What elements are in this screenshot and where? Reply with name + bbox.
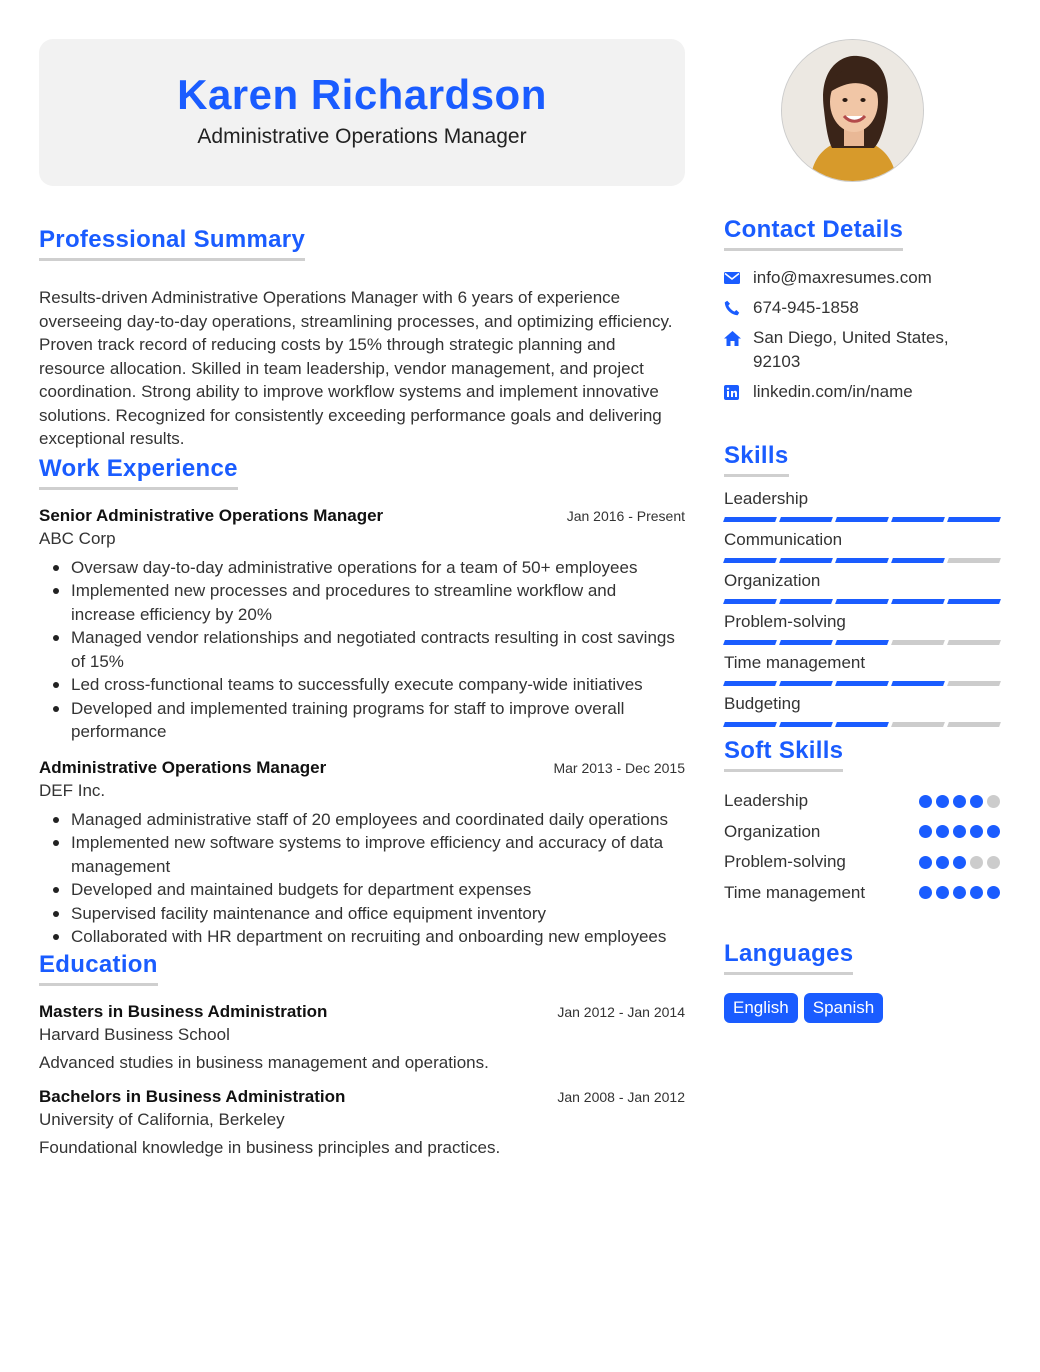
skill-level-bar xyxy=(724,640,1000,645)
rating-dot xyxy=(936,856,949,869)
skill-level-segment xyxy=(779,517,833,522)
rating-dot xyxy=(919,886,932,899)
job-dates: Mar 2013 - Dec 2015 xyxy=(553,759,685,776)
skill-level-segment xyxy=(723,640,777,645)
soft-skill-name: Problem-solving xyxy=(724,852,846,872)
skill-level-segment xyxy=(835,681,889,686)
skill-item xyxy=(724,612,1000,645)
contact-linkedin xyxy=(724,380,1000,404)
email-link[interactable]: info@maxresumes.com xyxy=(753,268,932,287)
skill-level-segment xyxy=(891,558,945,563)
header xyxy=(39,39,685,186)
rating-dot xyxy=(970,795,983,808)
contact-list xyxy=(724,266,1000,404)
rating-dot xyxy=(936,795,949,808)
soft-skill-rating xyxy=(919,795,1000,808)
job-bullets xyxy=(39,556,685,744)
skill-name: Organization xyxy=(724,571,821,590)
skill-level-segment xyxy=(891,681,945,686)
candidate-name: Karen Richardson xyxy=(177,71,547,118)
degree: Masters in Business Administration xyxy=(39,1001,328,1021)
skill-level-segment xyxy=(779,681,833,686)
summary-heading: Professional Summary xyxy=(39,226,305,261)
education-entry xyxy=(39,1002,685,1073)
skill-level-bar xyxy=(724,681,1000,686)
rating-dot xyxy=(953,856,966,869)
contact-heading: Contact Details xyxy=(724,216,903,251)
skill-level-segment xyxy=(891,599,945,604)
job-bullet: Developed and maintained budgets for department expenses xyxy=(39,878,685,902)
skill-level-segment xyxy=(891,640,945,645)
profile-photo xyxy=(781,39,924,182)
rating-dot xyxy=(919,795,932,808)
profile-photo-illustration xyxy=(782,40,924,182)
skill-name: Problem-solving xyxy=(724,612,846,631)
job-bullet: Led cross-functional teams to successfully execute company-wide initiatives xyxy=(39,673,685,697)
rating-dot xyxy=(953,886,966,899)
rating-dot xyxy=(936,825,949,838)
work-heading: Work Experience xyxy=(39,455,238,490)
skill-item xyxy=(724,653,1000,686)
rating-dot xyxy=(970,825,983,838)
skill-level-bar xyxy=(724,599,1000,604)
skill-level-segment xyxy=(723,558,777,563)
rating-dot xyxy=(919,856,932,869)
contact-phone xyxy=(724,296,1000,320)
soft-skill-item xyxy=(724,817,1000,848)
rating-dot xyxy=(919,825,932,838)
soft-skill-rating xyxy=(919,856,1000,869)
contact-email xyxy=(724,266,1000,290)
rating-dot xyxy=(953,825,966,838)
education-dates: Jan 2008 - Jan 2012 xyxy=(557,1088,685,1105)
phone-icon xyxy=(724,296,753,320)
job-bullet: Supervised facility maintenance and office equipment inventory xyxy=(39,902,685,926)
skill-level-segment xyxy=(779,599,833,604)
soft-skills-heading: Soft Skills xyxy=(724,737,843,772)
job-dates: Jan 2016 - Present xyxy=(566,507,685,524)
soft-skill-rating xyxy=(919,886,1000,899)
job-bullets xyxy=(39,808,685,949)
skill-level-segment xyxy=(835,722,889,727)
skill-level-segment xyxy=(947,681,1001,686)
skill-name: Time management xyxy=(724,653,866,672)
rating-dot xyxy=(987,886,1000,899)
skill-item xyxy=(724,489,1000,522)
job-title: Administrative Operations Manager xyxy=(39,757,327,777)
skill-level-segment xyxy=(779,640,833,645)
skill-level-segment xyxy=(947,599,1001,604)
soft-skill-item xyxy=(724,786,1000,817)
rating-dot xyxy=(970,886,983,899)
job-bullet: Managed administrative staff of 20 employees and coordinated daily operations xyxy=(39,808,685,832)
school: Harvard Business School xyxy=(39,1024,230,1044)
skill-level-segment xyxy=(723,722,777,727)
languages-heading: Languages xyxy=(724,940,853,975)
soft-skill-name: Time management xyxy=(724,882,866,902)
language-badge: English xyxy=(724,993,798,1023)
job-title: Senior Administrative Operations Manager xyxy=(39,505,384,525)
skill-level-bar xyxy=(724,558,1000,563)
linkedin-icon xyxy=(724,380,753,404)
skill-item xyxy=(724,694,1000,727)
skill-level-segment xyxy=(723,599,777,604)
job-bullet: Managed vendor relationships and negotiated contracts resulting in cost savings of 15% xyxy=(39,626,685,673)
skills-heading: Skills xyxy=(724,442,789,477)
skill-level-segment xyxy=(891,517,945,522)
soft-skill-name: Organization xyxy=(724,821,821,841)
skill-level-segment xyxy=(779,558,833,563)
education-heading: Education xyxy=(39,951,158,986)
skill-level-segment xyxy=(835,558,889,563)
rating-dot xyxy=(987,856,1000,869)
soft-skill-item xyxy=(724,847,1000,878)
skill-level-bar xyxy=(724,722,1000,727)
job-bullet: Implemented new processes and procedures to streamline workflow and increase efficiency by 20% xyxy=(39,579,685,626)
education-entry xyxy=(39,1087,685,1158)
job-entry xyxy=(39,758,685,949)
envelope-icon xyxy=(724,266,753,290)
rating-dot xyxy=(987,795,1000,808)
summary-text: Results-driven Administrative Operations Manager with 6 years of experience overseeing day-to-day operations, streamlining processes, and optimizing efficiency. Proven track record of reducing costs by 15% through strategic planning and resource allocation. Skilled in team leadership, vendor management, and project coordination. Strong ability to improve workflow systems and implement innovative solutions. Recognized for consistently exceeding performance goals and delivering exceptional results. xyxy=(39,288,673,448)
job-company: ABC Corp xyxy=(39,528,116,548)
linkedin-link[interactable]: linkedin.com/in/name xyxy=(753,382,913,401)
skill-level-segment xyxy=(723,517,777,522)
job-company: DEF Inc. xyxy=(39,780,106,800)
skill-name: Communication xyxy=(724,530,843,549)
soft-skill-item xyxy=(724,878,1000,909)
contact-location xyxy=(724,326,1000,374)
candidate-role: Administrative Operations Manager xyxy=(197,125,527,149)
soft-skills-list xyxy=(724,786,1000,908)
skill-level-segment xyxy=(947,640,1001,645)
skill-level-segment xyxy=(947,517,1001,522)
phone-number[interactable]: 674-945-1858 xyxy=(753,298,859,317)
skill-level-bar xyxy=(724,517,1000,522)
job-bullet: Oversaw day-to-day administrative operations for a team of 50+ employees xyxy=(39,556,685,580)
skill-name: Leadership xyxy=(724,489,809,508)
location-text: San Diego, United States, 92103 xyxy=(753,328,949,371)
skill-level-segment xyxy=(779,722,833,727)
job-bullet: Developed and implemented training programs for staff to improve overall performance xyxy=(39,697,685,744)
rating-dot xyxy=(987,825,1000,838)
education-dates: Jan 2012 - Jan 2014 xyxy=(557,1003,685,1020)
home-icon xyxy=(724,326,753,350)
skill-level-segment xyxy=(947,558,1001,563)
skills-list xyxy=(724,489,1000,727)
language-badge: Spanish xyxy=(804,993,883,1023)
job-bullet: Collaborated with HR department on recruiting and onboarding new employees xyxy=(39,925,685,949)
languages-list xyxy=(724,993,1000,1023)
skill-level-segment xyxy=(891,722,945,727)
school: University of California, Berkeley xyxy=(39,1109,285,1129)
job-bullet: Implemented new software systems to improve efficiency and accuracy of data management xyxy=(39,831,685,878)
skill-item xyxy=(724,530,1000,563)
soft-skill-rating xyxy=(919,825,1000,838)
skill-name: Budgeting xyxy=(724,694,801,713)
soft-skill-name: Leadership xyxy=(724,791,809,811)
skill-level-segment xyxy=(835,640,889,645)
education-description: Advanced studies in business management and operations. xyxy=(39,1052,489,1072)
skill-level-segment xyxy=(723,681,777,686)
education-description: Foundational knowledge in business principles and practices. xyxy=(39,1137,501,1157)
rating-dot xyxy=(953,795,966,808)
main-column xyxy=(39,39,685,1158)
job-entry xyxy=(39,506,685,744)
skill-level-segment xyxy=(835,517,889,522)
rating-dot xyxy=(936,886,949,899)
rating-dot xyxy=(970,856,983,869)
sidebar-column xyxy=(724,39,1000,1023)
skill-level-segment xyxy=(835,599,889,604)
skill-level-segment xyxy=(947,722,1001,727)
skill-item xyxy=(724,571,1000,604)
degree: Bachelors in Business Administration xyxy=(39,1086,346,1106)
